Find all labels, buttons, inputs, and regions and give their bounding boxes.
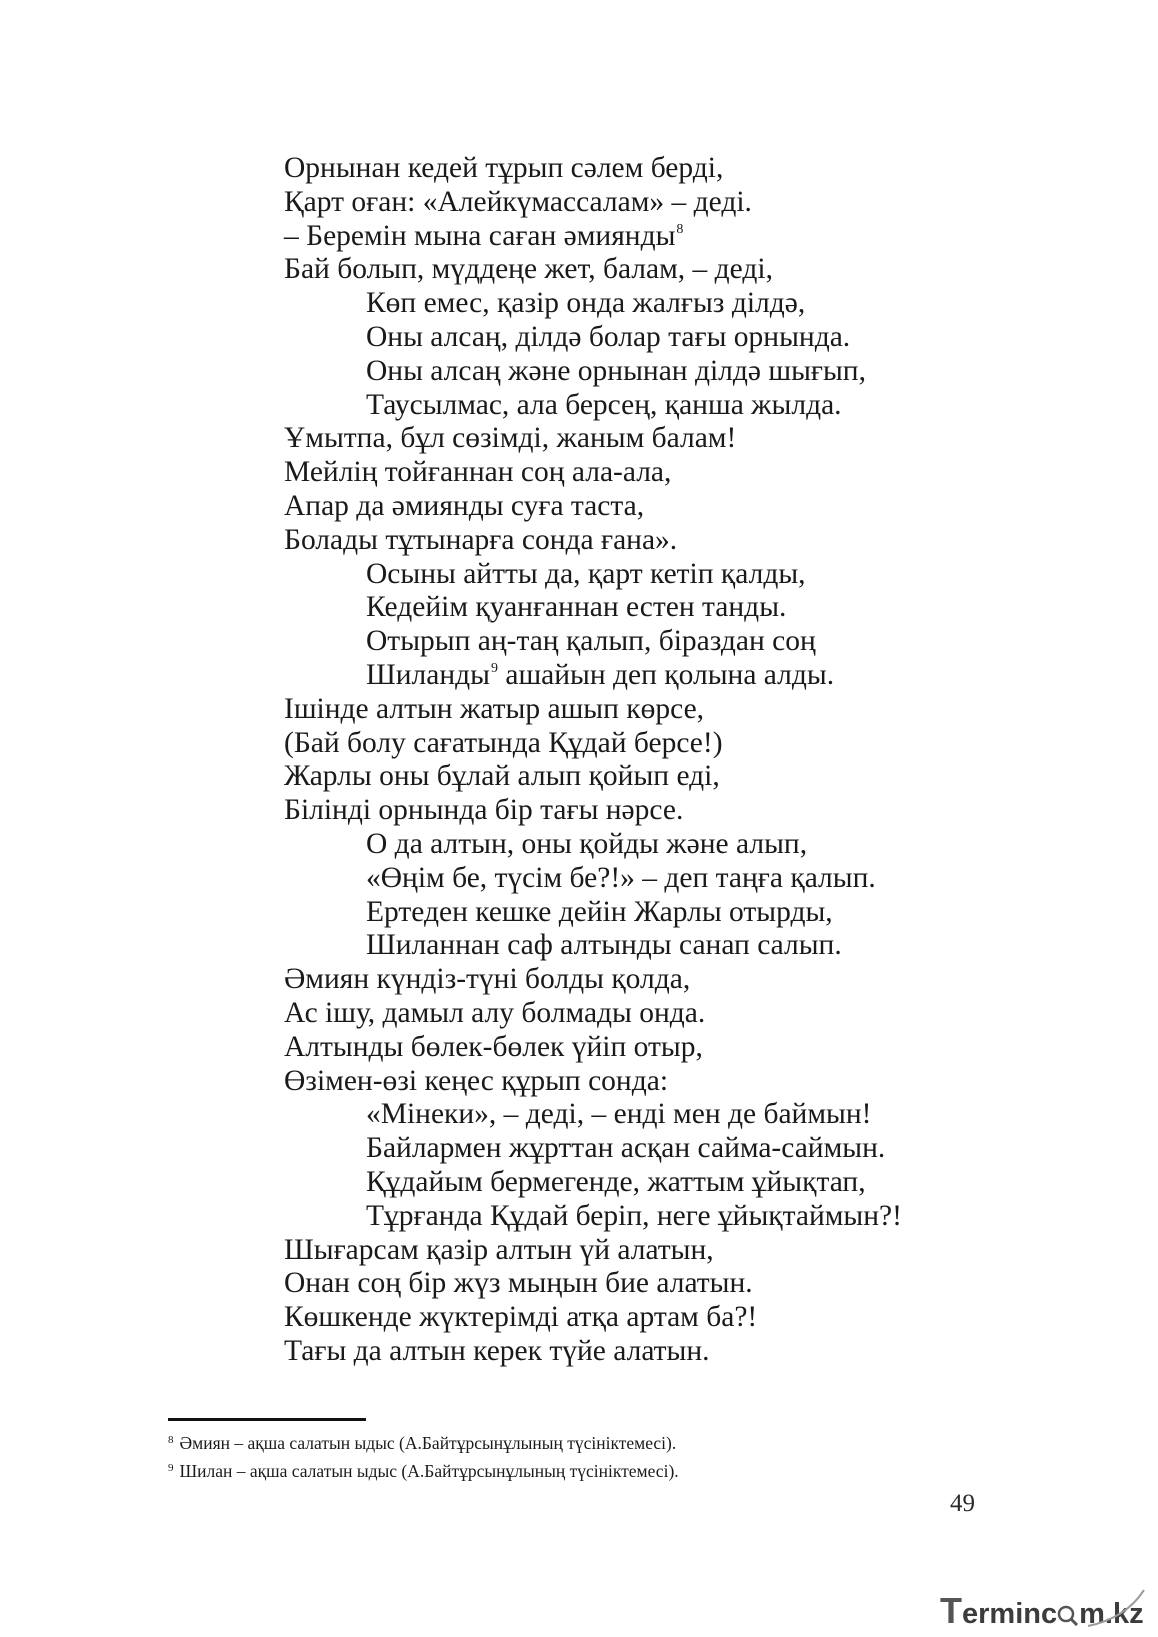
poem-line-text: Әмиян күндіз-түні болды қолда,	[284, 963, 691, 996]
poem-line	[284, 287, 1004, 321]
watermark-text: erminc	[962, 1598, 1058, 1630]
poem-line-text: Білінді орнында бір тағы нәрсе.	[284, 794, 684, 827]
poem-line	[284, 152, 1004, 186]
footnote-separator	[168, 1418, 366, 1421]
footnotes	[168, 1428, 928, 1484]
footnote-item	[168, 1456, 928, 1484]
poem-line	[284, 760, 1004, 794]
poem-line	[284, 963, 1004, 997]
site-watermark[interactable]	[940, 1590, 1150, 1630]
poem-line	[284, 1267, 1004, 1301]
poem-line	[284, 929, 1004, 963]
watermark-initial: T	[940, 1590, 962, 1631]
poem-line	[284, 659, 1004, 693]
poem-line	[284, 896, 1004, 930]
poem-line-continuation: ашайын деп қолына алды.	[497, 658, 835, 691]
poem-line-text: О да алтын, оны қойды және алып,	[366, 827, 808, 860]
poem-line-text: Отырып аң-таң қалып, біраздан соң	[366, 625, 816, 658]
poem-line	[284, 456, 1004, 490]
poem-line	[284, 1200, 1004, 1234]
poem-line	[284, 693, 1004, 727]
poem-line-text: Онан соң бір жүз мыңын бие алатын.	[284, 1267, 753, 1300]
poem-line	[284, 794, 1004, 828]
footnote-number: 8	[168, 1434, 174, 1446]
poem-line	[284, 422, 1004, 456]
poem-line	[284, 186, 1004, 220]
poem-line	[284, 355, 1004, 389]
poem-line-text: Алтынды бөлек-бөлек үйіп отыр,	[284, 1030, 703, 1063]
poem-line-text: Болады тұтынарға сонда ғана».	[284, 523, 678, 556]
poem-line	[284, 389, 1004, 423]
poem-line-text: Мейлің тойғаннан соң ала-ала,	[284, 456, 672, 489]
poem-line	[284, 253, 1004, 287]
poem-line-text: Құдайым бермегенде, жаттым ұйықтап,	[366, 1165, 866, 1198]
poem-line	[284, 558, 1004, 592]
poem-line-text: Көп емес, қазір онда жалғыз ділдә,	[366, 287, 806, 320]
poem-line-text: Оны алсаң, ділдә болар тағы орнында.	[366, 320, 851, 353]
poem-line-text: Шығарсам қазір алтын үй алатын,	[284, 1233, 714, 1266]
poem-line	[284, 1098, 1004, 1132]
poem-line-text: Ішінде алтын жатыр ашып көрсе,	[284, 692, 705, 725]
magnifier-icon	[1057, 1604, 1079, 1626]
poem-line-text: – Беремін мына саған әмиянды	[284, 219, 676, 252]
poem-line	[284, 1234, 1004, 1268]
poem-line	[284, 862, 1004, 896]
poem-line	[284, 1132, 1004, 1166]
poem-line	[284, 997, 1004, 1031]
poem-line-text: Жарлы оны бұлай алып қойып еді,	[284, 760, 720, 793]
footnote-item	[168, 1428, 928, 1456]
poem-line	[284, 220, 1004, 254]
poem-line	[284, 524, 1004, 558]
poem-line	[284, 321, 1004, 355]
poem-line-text: Апар да әмиянды суға таста,	[284, 489, 645, 522]
footnote-number: 9	[168, 1462, 174, 1474]
footnote-text: Шилан – ақша салатын ыдыс (А.Байтұрсынұлының түсініктемесі).	[179, 1461, 679, 1481]
footnote-reference: 8	[676, 221, 684, 237]
poem-line-text: Бай болып, мүддеңе жет, балам, – деді,	[284, 253, 773, 286]
poem-line-text: Оны алсаң және орнынан ділдә шығып,	[366, 354, 866, 387]
poem-line-text: Орнынан кедей тұрып сәлем берді,	[284, 152, 724, 184]
poem-line-text: Ұмытпа, бұл сөзімді, жаным балам!	[284, 422, 737, 455]
page-number: 49	[950, 1490, 975, 1517]
poem-line	[284, 1335, 1004, 1369]
poem-line-text: Шиланды	[366, 658, 490, 691]
poem-line	[284, 625, 1004, 659]
poem-body	[284, 152, 1004, 1369]
poem-line	[284, 1301, 1004, 1335]
poem-line	[284, 828, 1004, 862]
poem-line-text: Тұрғанда Құдай беріп, неге ұйықтаймын?!	[366, 1199, 902, 1232]
poem-line-text: Шиланнан саф алтынды санап салып.	[366, 929, 842, 962]
poem-line	[284, 727, 1004, 761]
footnote-text: Әмиян – ақша салатын ыдыс (А.Байтұрсынұлының түсініктемесі).	[179, 1433, 677, 1453]
poem-line-text: Тағы да алтын керек түйе алатын.	[284, 1334, 710, 1367]
poem-line-text: Таусылмас, ала берсең, қанша жылда.	[366, 388, 842, 421]
poem-line-text: Ертеден кешке дейін Жарлы отырды,	[366, 895, 833, 928]
poem-line-text: «Өңім бе, түсім бе?!» – деп таңға қалып.	[366, 861, 876, 894]
swoosh-icon	[1086, 1588, 1146, 1628]
poem-line-text: Осыны айтты да, қарт кетіп қалды,	[366, 557, 806, 590]
poem-line-text: Өзімен-өзі кеңес құрып сонда:	[284, 1064, 669, 1097]
poem-line	[284, 1065, 1004, 1099]
poem-line-text: «Мінеки», – деді, – енді мен де баймын!	[366, 1098, 872, 1131]
poem-line-text: (Бай болу сағатында Құдай берсе!)	[284, 726, 723, 759]
poem-line-text: Көшкенде жүктерімді атқа артам ба?!	[284, 1301, 758, 1334]
poem-line	[284, 1031, 1004, 1065]
poem-line-text: Кедейім қуанғаннан естен танды.	[366, 591, 787, 624]
poem-line	[284, 1166, 1004, 1200]
poem-line-text: Қарт оған: «Алейкүмассалам» – деді.	[284, 185, 752, 218]
poem-line-text: Байлармен жұрттан асқан сайма-саймын.	[366, 1132, 886, 1165]
poem-line-text: Ас ішу, дамыл алу болмады онда.	[284, 996, 706, 1029]
footnote-reference: 9	[490, 660, 498, 676]
poem-line	[284, 490, 1004, 524]
poem-line	[284, 591, 1004, 625]
watermark-domain: m.kz	[1079, 1598, 1144, 1630]
